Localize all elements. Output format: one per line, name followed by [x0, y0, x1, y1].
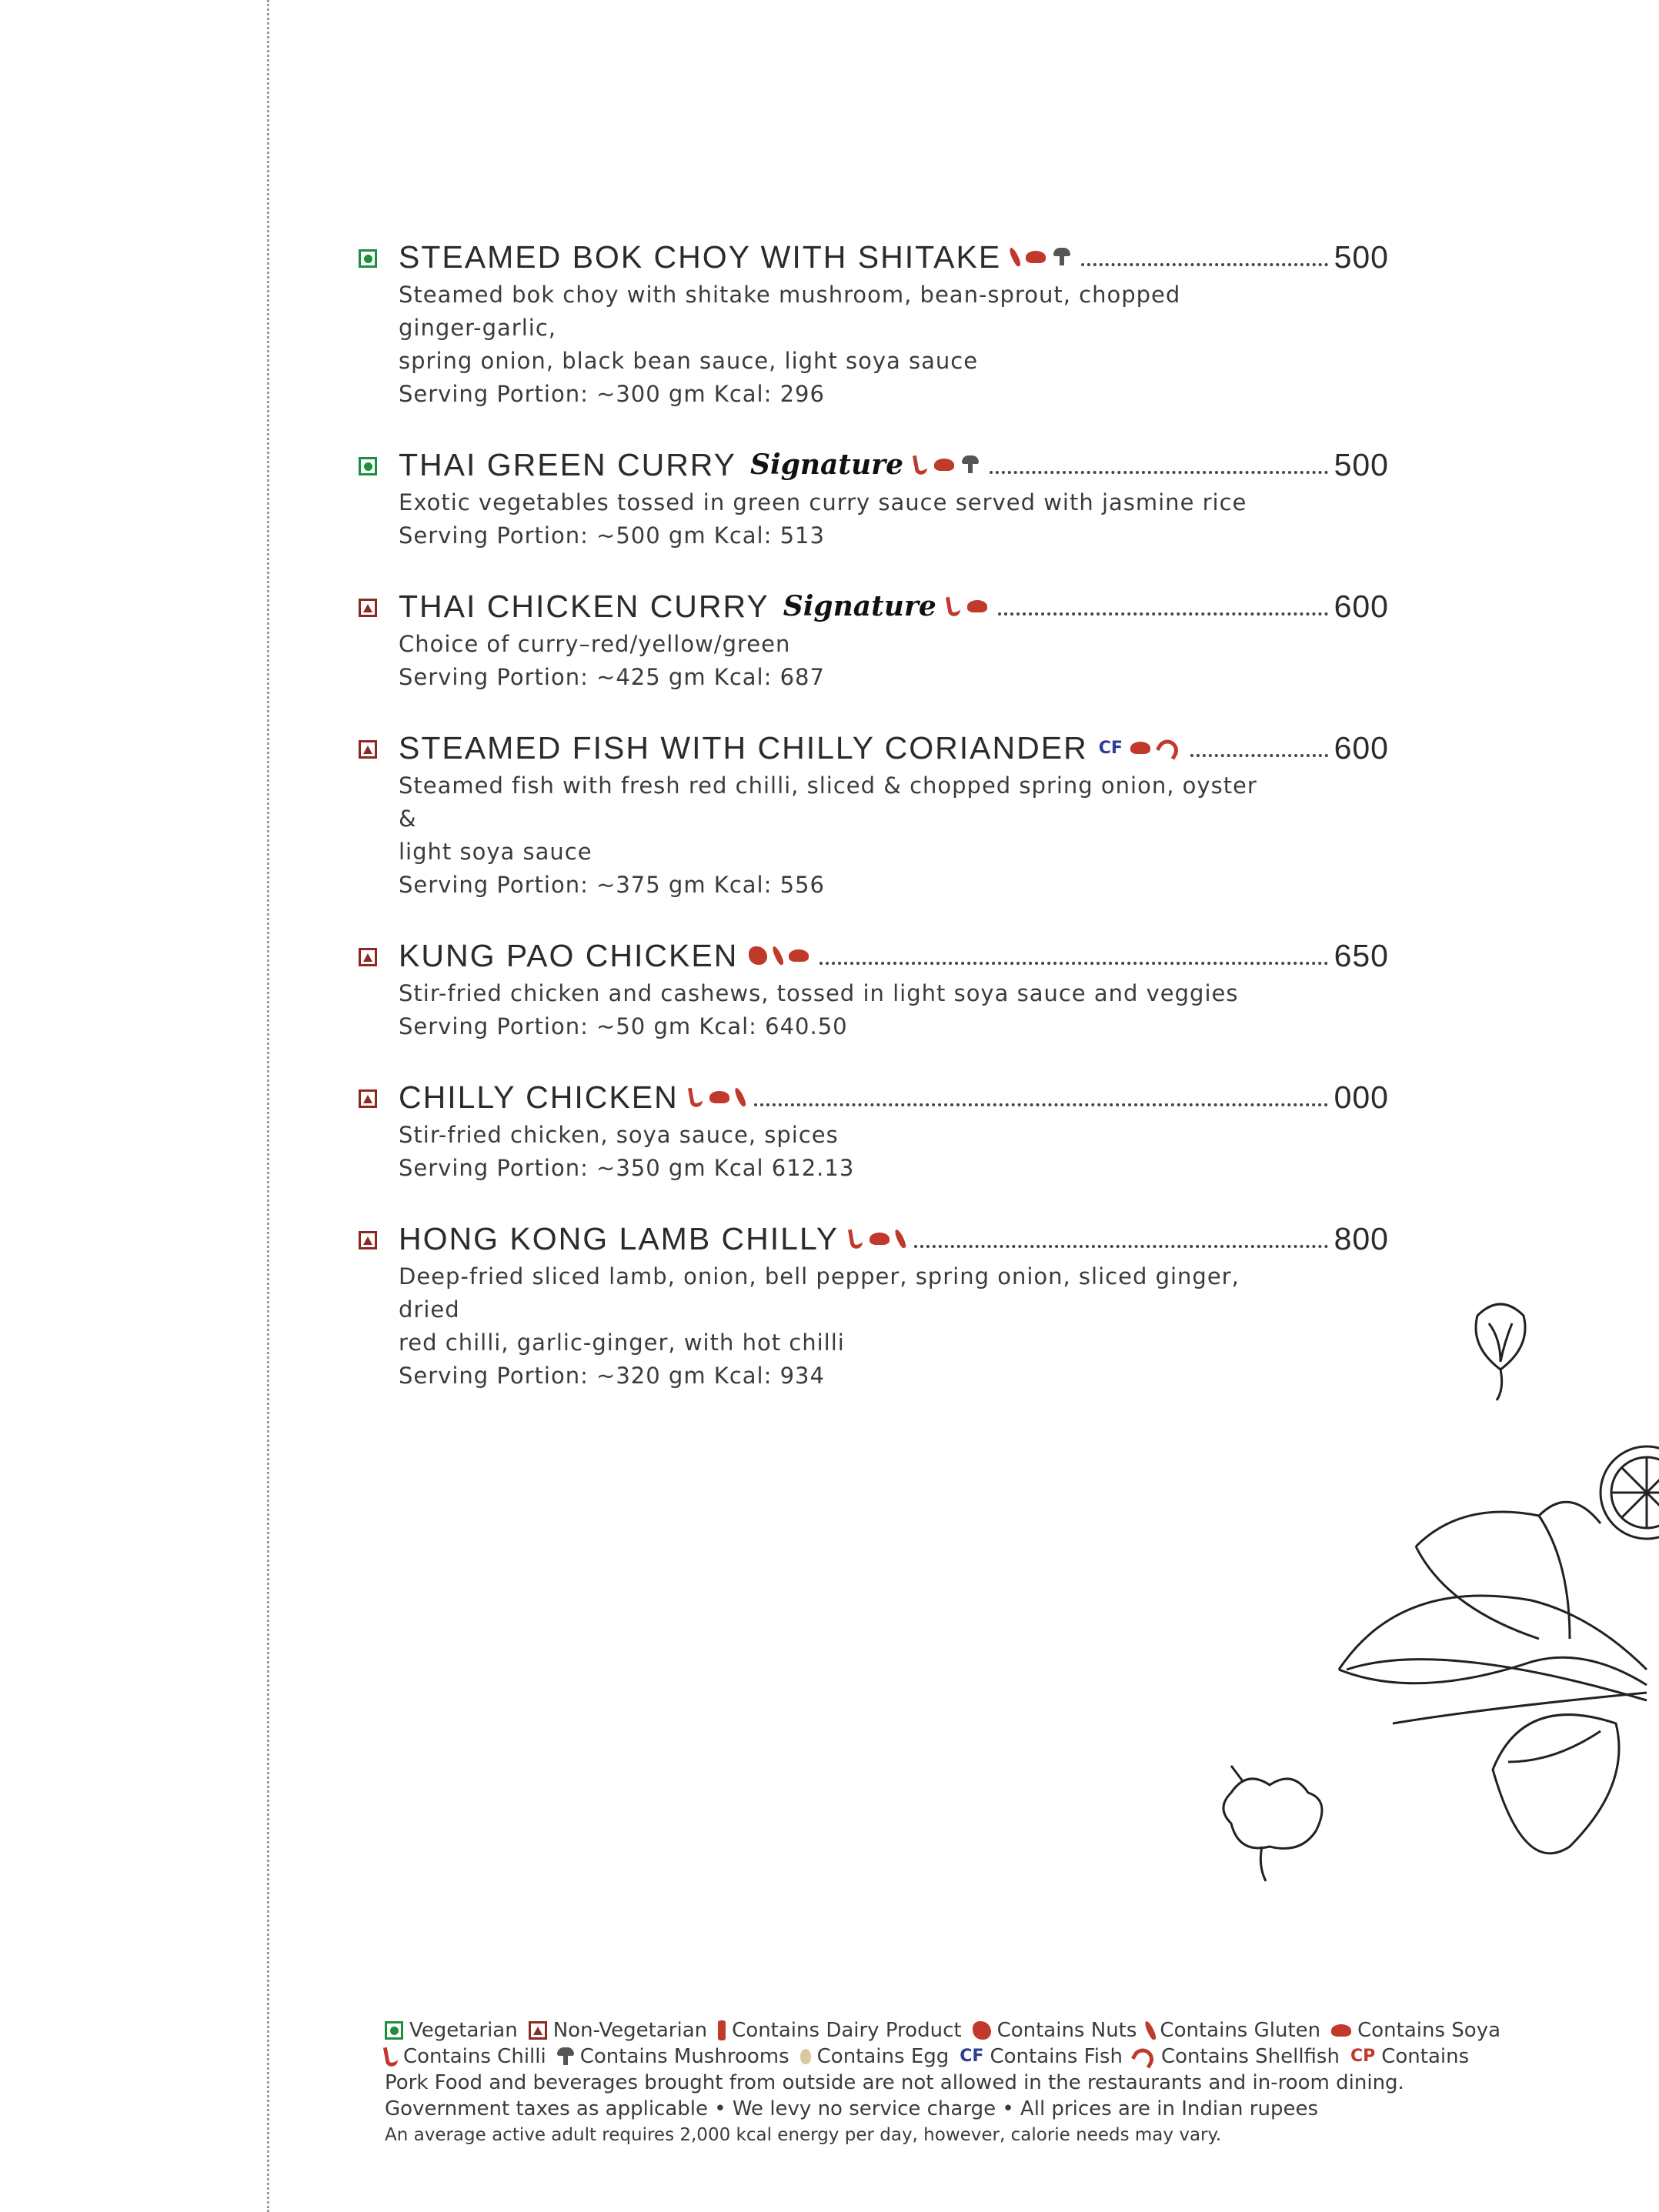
soya-icon: [1331, 2024, 1351, 2037]
legend-label: Non-Vegetarian: [552, 2019, 708, 2042]
menu-item-description: [399, 769, 1260, 902]
legend-entry: [973, 2017, 1137, 2044]
vegetarian-icon: [359, 457, 377, 475]
soya-icon: [789, 949, 809, 962]
legend-label: Contains Egg: [816, 2045, 950, 2068]
non-vegetarian-icon: [359, 948, 377, 966]
menu-item-header: [362, 726, 1389, 769]
menu-item-description: [399, 1260, 1260, 1393]
legend-entry: [1331, 2017, 1500, 2044]
vegetarian-icon: [385, 2021, 403, 2040]
legend-entry: [1133, 2044, 1340, 2070]
egg-icon: [800, 2049, 811, 2064]
mushroom-icon: [1053, 248, 1070, 266]
allergen-icons: [749, 946, 809, 966]
legend-entry: [385, 2017, 518, 2044]
description-line: Steamed fish with fresh red chilli, sliced & chopped spring onion, oyster &: [399, 772, 1257, 832]
allergen-icons: [1099, 739, 1180, 758]
shellfish-icon: [1131, 2044, 1157, 2068]
menu-item: [362, 585, 1389, 694]
menu-item-name: THAI GREEN CURRY: [399, 446, 737, 482]
description-line: light soya sauce: [399, 839, 592, 865]
dot-leader: [914, 1245, 1328, 1248]
dot-leader: [1081, 263, 1327, 266]
mushroom-icon: [962, 455, 979, 474]
non-vegetarian-icon: [359, 740, 377, 759]
menu-item-header: [362, 585, 1389, 628]
allergen-icons: [914, 455, 979, 475]
menu-item: [362, 235, 1389, 411]
menu-item-name: CHILLY CHICKEN: [399, 1079, 679, 1115]
vegetarian-icon: [359, 249, 377, 268]
legend-label: Contains Chilli: [403, 2045, 546, 2068]
legend-label: Contains Mushrooms: [579, 2045, 789, 2068]
menu-item: [362, 1076, 1389, 1185]
soya-icon: [1026, 251, 1046, 263]
mushroom-icon: [557, 2047, 574, 2066]
legend-note-taxes: Government taxes as applicable • We levy no service charge • All prices are in Indian rupees: [385, 2097, 1318, 2120]
serving-portion: Serving Portion: ~300 gm Kcal: 296: [399, 381, 825, 407]
legend-label: Vegetarian: [409, 2019, 518, 2042]
allergen-icons: [1012, 247, 1070, 267]
serving-portion: Serving Portion: ~375 gm Kcal: 556: [399, 872, 825, 898]
menu-item-price: 650: [1334, 937, 1389, 973]
legend-label: Contains Soya: [1357, 2019, 1501, 2042]
description-line: Choice of curry–red/yellow/green: [399, 631, 791, 657]
allergen-icons: [689, 1087, 743, 1107]
legend-label: Contains Dairy Product: [732, 2019, 962, 2042]
legend-entry: [529, 2017, 707, 2044]
menu-item-price: 500: [1334, 446, 1389, 482]
menu-item-name: HONG KONG LAMB CHILLY: [399, 1220, 840, 1256]
menu-list: [362, 235, 1389, 1425]
legend-label: Contains Fish: [990, 2045, 1123, 2068]
gluten-icon: [1143, 2020, 1157, 2041]
legend-entry: [1147, 2017, 1320, 2044]
vegetable-illustration: [1216, 1269, 1659, 1947]
gluten-icon: [771, 946, 785, 966]
menu-item: [362, 934, 1389, 1043]
menu-item: [362, 443, 1389, 552]
menu-item-description: [399, 279, 1260, 411]
serving-portion: Serving Portion: ~320 gm Kcal: 934: [399, 1363, 825, 1389]
description-line: Stir-fried chicken and cashews, tossed in light soya sauce and veggies: [399, 980, 1239, 1006]
legend-entry: [960, 2044, 1123, 2070]
description-line: Steamed bok choy with shitake mushroom, bean-sprout, chopped ginger-garlic,: [399, 282, 1181, 341]
menu-item-description: [399, 1119, 1260, 1185]
dot-leader: [819, 962, 1327, 965]
menu-item-name: STEAMED FISH WITH CHILLY CORIANDER: [399, 729, 1088, 766]
nuts-icon: [973, 2021, 991, 2040]
dot-leader: [1190, 754, 1328, 757]
citrus-slice-sketch: [1601, 1446, 1659, 1539]
description-line: spring onion, black bean sauce, light soya sauce: [399, 348, 979, 374]
non-vegetarian-icon: [359, 599, 377, 617]
menu-item-header: [362, 1076, 1389, 1119]
menu-item-name: THAI CHICKEN CURRY: [399, 588, 769, 624]
cf-icon: CF: [960, 2047, 984, 2066]
serving-portion: Serving Portion: ~500 gm Kcal: 513: [399, 522, 825, 549]
gluten-icon: [1008, 247, 1022, 268]
serving-portion: Serving Portion: ~50 gm Kcal: 640.50: [399, 1013, 848, 1039]
legend-entry: [557, 2044, 789, 2070]
menu-item-price: 500: [1334, 239, 1389, 275]
fish-cf-icon: CF: [1098, 738, 1123, 758]
signature-badge: Signature: [750, 449, 904, 481]
soya-icon: [870, 1233, 890, 1245]
description-line: Deep-fried sliced lamb, onion, bell pepper, spring onion, sliced ginger, dried: [399, 1263, 1240, 1323]
serving-portion: Serving Portion: ~350 gm Kcal 612.13: [399, 1155, 855, 1181]
menu-item-description: [399, 977, 1260, 1043]
legend-entry: [800, 2044, 950, 2070]
dairy-icon: [718, 2020, 726, 2040]
description-line: Stir-fried chicken, soya sauce, spices: [399, 1122, 839, 1148]
menu-item-price: 000: [1334, 1079, 1389, 1115]
menu-item-name: KUNG PAO CHICKEN: [399, 937, 739, 973]
menu-item-description: [399, 628, 1260, 694]
chilli-icon: [946, 596, 961, 617]
soya-icon: [967, 600, 987, 612]
menu-item-price: 800: [1334, 1220, 1389, 1256]
dot-leader: [990, 471, 1328, 474]
legend-label: Contains Gluten: [1160, 2019, 1321, 2042]
chilli-icon: [383, 2046, 399, 2067]
broccoli-sketch: [1223, 1766, 1322, 1881]
serving-portion: Serving Portion: ~425 gm Kcal: 687: [399, 664, 825, 690]
soya-icon: [709, 1091, 729, 1103]
chilli-icon: [913, 454, 928, 475]
shellfish-icon: [1156, 736, 1182, 759]
chilli-icon: [688, 1086, 703, 1108]
legend-entry: [1350, 2044, 1469, 2070]
menu-item-header: [362, 1217, 1389, 1260]
nuts-icon: [749, 946, 767, 965]
menu-item-header: [362, 934, 1389, 977]
soya-icon: [1130, 742, 1150, 754]
menu-item-header: [362, 235, 1389, 279]
menu-item-header: [362, 443, 1389, 486]
allergen-icons: [850, 1229, 903, 1249]
allergen-icons: [947, 596, 987, 616]
description-line: Exotic vegetables tossed in green curry sauce served with jasmine rice: [399, 489, 1247, 515]
menu-item-price: 600: [1334, 729, 1389, 766]
leafy-green-sketch: [1339, 1502, 1647, 1853]
legend: [385, 2017, 1501, 2148]
legend-row-2: [385, 2044, 1477, 2070]
signature-badge: Signature: [783, 590, 936, 622]
page-margin-rule: [267, 0, 269, 2212]
non-vegetarian-icon: [359, 1231, 377, 1249]
soya-icon: [934, 459, 954, 471]
non-vegetarian-icon: [359, 1089, 377, 1108]
legend-label: Contains Shellfish: [1160, 2045, 1340, 2068]
artichoke-sketch: [1476, 1304, 1525, 1400]
cp-icon: CP: [1350, 2047, 1376, 2066]
gluten-icon: [733, 1087, 747, 1108]
non-vegetarian-icon: [529, 2021, 547, 2040]
legend-note-outside-food: Pork Food and beverages brought from outside are not allowed in the restaurants and in-room dining.: [385, 2071, 1404, 2094]
description-line: red chilli, garlic-ginger, with hot chilli: [399, 1330, 845, 1356]
menu-item-name: STEAMED BOK CHOY WITH SHITAKE: [399, 239, 1002, 275]
legend-row-1: [385, 2017, 1501, 2044]
legend-entry: [718, 2017, 961, 2044]
legend-label: Contains: [1381, 2045, 1470, 2068]
dot-leader: [754, 1103, 1328, 1106]
dot-leader: [998, 612, 1328, 616]
legend-entry: [385, 2044, 546, 2070]
chilli-icon: [848, 1228, 863, 1249]
menu-item: [362, 726, 1389, 902]
menu-item-description: [399, 486, 1260, 552]
legend-note-calories: An average active adult requires 2,000 kcal energy per day, however, calorie needs may vary.: [385, 2125, 1222, 2145]
menu-item-price: 600: [1334, 588, 1389, 624]
legend-label: Contains Nuts: [996, 2019, 1137, 2042]
gluten-icon: [893, 1229, 907, 1249]
